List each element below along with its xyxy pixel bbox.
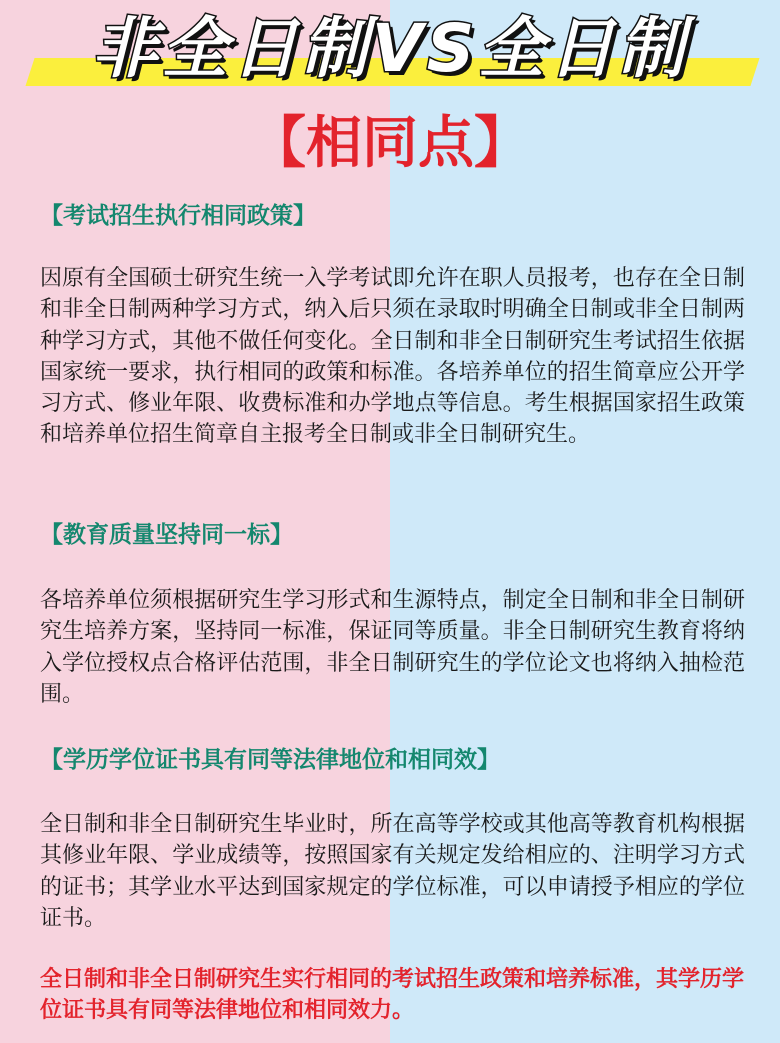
section-body-exam-policy: 因原有全国硕士研究生统一入学考试即允许在职人员报考，也存在全日制和非全日制两种学习方式，纳入后只须在录取时明确全日制或非全日制两种学习方式，其他不做任何变化。全日制和非全日制研究生考试招生依据国家统一要求，执行相同的政策和标准。各培养单位的招生简章应公开学习方式、修业年限、收费标准和办学地点等信息。考生根据国家招生政策和培养单位招生简章自主报考全日制或非全日制研究生。 <box>40 266 745 448</box>
section-heading-education-quality: 【教育质量坚持同一标】 <box>40 522 293 548</box>
summary-statement: 全日制和非全日制研究生实行相同的考试招生政策和培养标准，其学历学位证书具有同等法律地位和相同效力。 <box>40 967 745 1023</box>
section-body-certificate-status: 全日制和非全日制研究生毕业时，所在高等学校或其他高等教育机构根据其修业年限、学业成绩等，按照国家有关规定发给相应的、注明学习方式的证书；其学业水平达到国家规定的学位标准，可以申请授予相应的学位证书。 <box>40 812 745 931</box>
section-body-education-quality: 各培养单位须根据研究生学习形式和生源特点，制定全日制和非全日制研究生培养方案，坚持同一标准，保证同等质量。非全日制研究生教育将纳入学位授权点合格评估范围，非全日制研究生的学位论文也将纳入抽检范围。 <box>40 588 745 707</box>
section-heading-certificate-status: 【学历学位证书具有同等法律地位和相同效】 <box>40 747 500 773</box>
section-subtitle: 【相同点】 <box>250 111 530 176</box>
main-title: 非全日制VS全日制 <box>91 10 689 87</box>
section-heading-exam-policy: 【考试招生执行相同政策】 <box>40 203 316 229</box>
